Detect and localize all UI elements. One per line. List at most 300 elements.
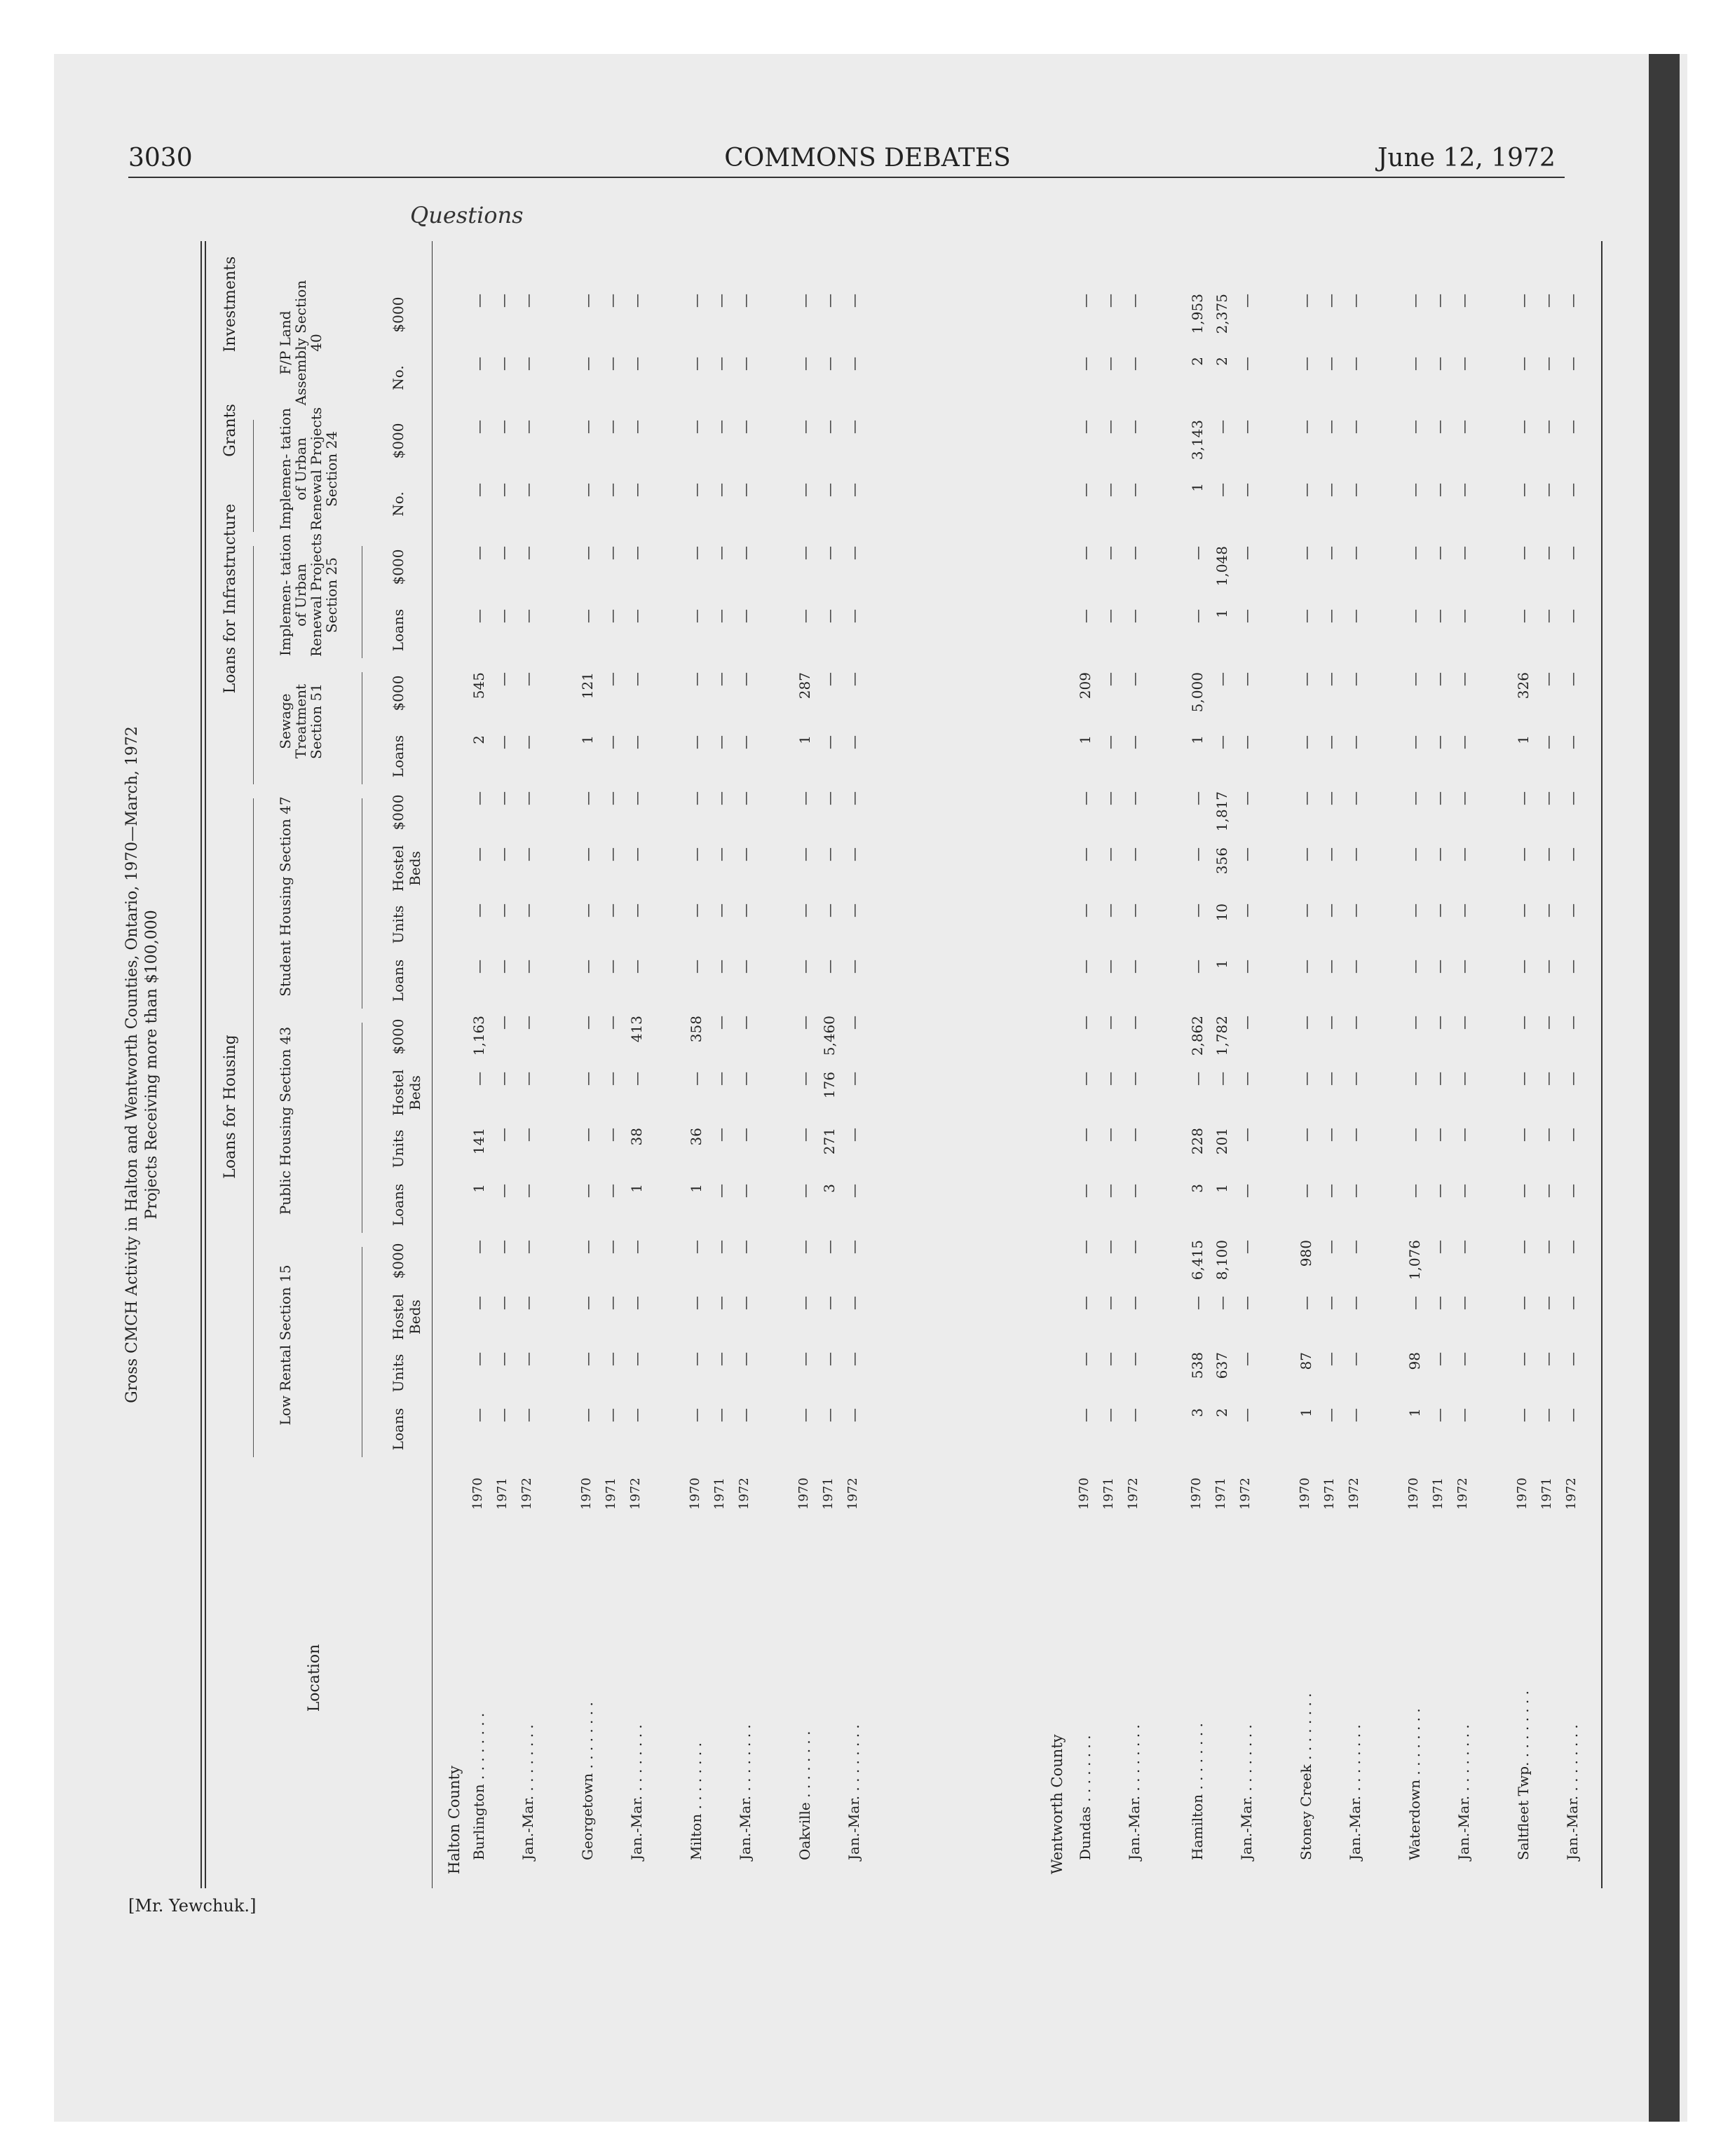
table-cell: — — [579, 1184, 596, 1198]
table-cell: — — [470, 609, 487, 623]
table-cell: — — [1298, 1128, 1314, 1142]
table-cell: — — [712, 1240, 729, 1254]
group-rule — [253, 420, 254, 532]
table-cell: — — [688, 791, 705, 805]
row-year: 1971 — [495, 1478, 510, 1510]
table-cell: — — [1406, 903, 1423, 917]
table-cell: 209 — [1077, 672, 1094, 700]
table-cell: — — [712, 1128, 729, 1142]
table-cell: — — [495, 672, 512, 686]
table-cell: 38 — [628, 1128, 645, 1146]
table-cell: 2 — [1189, 357, 1206, 366]
table-cell: — — [1077, 609, 1094, 623]
table-cell: — — [1126, 735, 1143, 749]
table-cell: — — [604, 960, 620, 974]
table-cell: 2 — [1213, 1408, 1230, 1417]
table-cell: — — [1406, 1184, 1423, 1198]
table-cell: 141 — [470, 1128, 487, 1155]
table-cell: 1 — [628, 1184, 645, 1193]
table-cell: — — [1431, 903, 1448, 917]
table-cell: — — [821, 903, 838, 917]
table-cell: — — [845, 1016, 862, 1030]
row-location: Saltfleet Twp. . . . . . . . . — [1515, 1690, 1532, 1860]
table-cell: — — [688, 960, 705, 974]
table-cell: — — [1322, 483, 1339, 497]
table-cell: — — [1406, 791, 1423, 805]
table-cell: 1,048 — [1213, 546, 1230, 587]
table-cell: — — [845, 483, 862, 497]
column-label: $000 — [390, 423, 407, 459]
table-cell: — — [1101, 1016, 1118, 1030]
table-cell: — — [1126, 1352, 1143, 1366]
table-cell: — — [1539, 1184, 1556, 1198]
table-cell: — — [1539, 546, 1556, 560]
table-cell: 3 — [1189, 1184, 1206, 1193]
table-cell: — — [688, 546, 705, 560]
table-cell: — — [712, 357, 729, 371]
table-cell: — — [1101, 1184, 1118, 1198]
table-cell: — — [579, 960, 596, 974]
table-cell: — — [1539, 735, 1556, 749]
table-cell: — — [1347, 546, 1363, 560]
row-year: 1972 — [628, 1478, 643, 1510]
table-cell: — — [688, 609, 705, 623]
table-cell: — — [1298, 420, 1314, 434]
table-cell: — — [1515, 847, 1532, 861]
table-cell: — — [712, 903, 729, 917]
table-cell: — — [1101, 420, 1118, 434]
table-cell: 3,143 — [1189, 420, 1206, 460]
table-top-rule-2 — [205, 241, 206, 1888]
table-cell: — — [1347, 1016, 1363, 1030]
table-cell: — — [1213, 735, 1230, 749]
table-cell: — — [1455, 960, 1472, 974]
table-cell: — — [1101, 483, 1118, 497]
table-cell: — — [1406, 1296, 1423, 1310]
table-cell: — — [845, 1352, 862, 1366]
table-cell: — — [1455, 735, 1472, 749]
table-cell: — — [1431, 357, 1448, 371]
table-cell: — — [1515, 903, 1532, 917]
table-cell: — — [495, 609, 512, 623]
table-cell: — — [579, 420, 596, 434]
row-location: Jan.-Mar. . . . . . . . . — [1126, 1724, 1143, 1860]
table-cell: — — [845, 1072, 862, 1086]
table-cell: — — [1189, 960, 1206, 974]
table-cell: — — [845, 1128, 862, 1142]
table-cell: — — [495, 1408, 512, 1422]
row-location: Georgetown . . . . . . . . — [579, 1702, 596, 1860]
subheader-fp-land: F/P Land Assembly Section 40 — [277, 280, 325, 406]
county-heading: Halton County — [446, 1766, 463, 1874]
table-cell: — — [796, 791, 813, 805]
table-cell: — — [1539, 1240, 1556, 1254]
table-cell: — — [1564, 1072, 1581, 1086]
table-cell: — — [604, 294, 620, 308]
section-title: Questions — [410, 202, 524, 228]
table-cell: — — [1298, 903, 1314, 917]
table-cell: — — [1238, 609, 1255, 623]
table-cell: — — [495, 791, 512, 805]
table-cell: — — [604, 903, 620, 917]
table-cell: — — [1431, 546, 1448, 560]
table-cell: — — [821, 1352, 838, 1366]
table-cell: — — [1238, 1352, 1255, 1366]
table-cell: — — [1515, 357, 1532, 371]
table-cell: — — [579, 546, 596, 560]
page-number: 3030 — [128, 144, 193, 172]
county-heading: Wentworth County — [1049, 1734, 1066, 1874]
table-cell: — — [821, 672, 838, 686]
table-cell: — — [1455, 903, 1472, 917]
table-cell: — — [712, 546, 729, 560]
table-cell: — — [1564, 483, 1581, 497]
table-cell: — — [1406, 357, 1423, 371]
table-cell: — — [628, 546, 645, 560]
table-cell: — — [1298, 735, 1314, 749]
table-cell: — — [1431, 672, 1448, 686]
table-cell: — — [1455, 1296, 1472, 1310]
table-bottom-rule — [1601, 241, 1603, 1888]
table-cell: — — [604, 1016, 620, 1030]
table-cell: — — [470, 847, 487, 861]
table-cell: — — [1347, 960, 1363, 974]
table-cell: — — [1347, 1128, 1363, 1142]
table-cell: — — [1238, 735, 1255, 749]
table-cell: — — [470, 546, 487, 560]
table-cell: — — [1564, 1016, 1581, 1030]
table-cell: — — [821, 609, 838, 623]
subheader-sewage: Sewage Treatment Section 51 — [277, 683, 325, 759]
table-cell: — — [1298, 546, 1314, 560]
table-cell: — — [796, 960, 813, 974]
table-cell: — — [1406, 1016, 1423, 1030]
table-cell: — — [1564, 357, 1581, 371]
table-cell: 1 — [1077, 735, 1094, 744]
column-label: No. — [390, 491, 407, 517]
subheader-public-housing: Public Housing Section 43 — [277, 1026, 294, 1215]
table-cell: — — [1322, 1072, 1339, 1086]
table-cell: — — [1077, 546, 1094, 560]
table-cell: — — [519, 1072, 536, 1086]
table-cell: — — [1322, 294, 1339, 308]
table-cell: — — [712, 1352, 729, 1366]
table-cell: — — [519, 672, 536, 686]
table-cell: 980 — [1298, 1240, 1314, 1267]
table-cell: — — [688, 672, 705, 686]
subheader-urban-renewal-25: Implemen- tation of Urban Renewal Projects Section 25 — [277, 533, 340, 657]
table-cell: — — [1298, 672, 1314, 686]
row-year: 1970 — [1077, 1478, 1091, 1510]
table-cell: — — [579, 1128, 596, 1142]
table-cell: — — [737, 546, 754, 560]
column-label: $000 — [390, 1243, 407, 1279]
table-cell: — — [1077, 1352, 1094, 1366]
page-title: COMMONS DEBATES — [724, 144, 1011, 172]
table-cell: — — [1455, 294, 1472, 308]
column-label: $000 — [390, 794, 407, 831]
table-cell: — — [1101, 1296, 1118, 1310]
row-location: Jan.-Mar. . . . . . . . . — [1455, 1724, 1472, 1860]
row-location: Jan.-Mar. . . . . . . . . — [628, 1724, 645, 1860]
table-cell: — — [1101, 791, 1118, 805]
table-cell: — — [495, 1352, 512, 1366]
table-cell: — — [796, 483, 813, 497]
table-cell: — — [1126, 960, 1143, 974]
table-cell: — — [1431, 1296, 1448, 1310]
table-cell: — — [1322, 357, 1339, 371]
row-location: Jan.-Mar. . . . . . . . . — [1347, 1724, 1363, 1860]
table-cell: — — [821, 847, 838, 861]
table-cell: — — [796, 1296, 813, 1310]
table-cell: — — [470, 357, 487, 371]
table-cell: 5,000 — [1189, 672, 1206, 713]
table-cell: — — [1101, 847, 1118, 861]
table-cell: — — [1431, 1128, 1448, 1142]
table-cell: 2 — [470, 735, 487, 744]
table-cell: 176 — [821, 1072, 838, 1099]
table-cell: — — [1126, 546, 1143, 560]
table-cell: — — [1539, 1072, 1556, 1086]
table-cell: — — [1564, 903, 1581, 917]
table-cell: — — [1431, 1240, 1448, 1254]
table-cell: 2 — [1213, 357, 1230, 366]
column-label: Units — [390, 1353, 407, 1393]
table-cell: — — [628, 1240, 645, 1254]
row-year: 1971 — [712, 1478, 727, 1510]
table-cell: — — [470, 294, 487, 308]
table-cell: — — [604, 735, 620, 749]
row-location: Waterdown . . . . . . . . — [1406, 1708, 1423, 1860]
table-cell: — — [1101, 1072, 1118, 1086]
row-year: 1971 — [1431, 1478, 1445, 1510]
table-cell: — — [1515, 1128, 1532, 1142]
table-cell: — — [519, 294, 536, 308]
table-cell: — — [628, 483, 645, 497]
column-label: $000 — [390, 549, 407, 585]
table-cell: — — [519, 1240, 536, 1254]
table-cell: — — [796, 294, 813, 308]
table-cell: — — [737, 1184, 754, 1198]
row-location: Milton . . . . . . . . — [688, 1742, 705, 1860]
table-cell: — — [1189, 1072, 1206, 1086]
column-label: Units — [390, 1129, 407, 1168]
subheader-urban-renewal-24: Implemen- tation of Urban Renewal Projects Section 24 — [277, 407, 340, 531]
table-cell: — — [579, 1352, 596, 1366]
table-cell: — — [519, 1408, 536, 1422]
table-cell: — — [1347, 420, 1363, 434]
table-cell: 1 — [1189, 483, 1206, 492]
table-cell: — — [712, 847, 729, 861]
table-cell: — — [1347, 483, 1363, 497]
table-cell: — — [1322, 1128, 1339, 1142]
table-cell: — — [1126, 357, 1143, 371]
table-cell: — — [1539, 357, 1556, 371]
table-cell: — — [1431, 1352, 1448, 1366]
table-cell: — — [845, 960, 862, 974]
table-cell: — — [519, 735, 536, 749]
table-cell: — — [1077, 1128, 1094, 1142]
table-cell: — — [1077, 483, 1094, 497]
table-cell: — — [845, 847, 862, 861]
table-cell: — — [1238, 1128, 1255, 1142]
row-year: 1972 — [519, 1478, 534, 1510]
table-cell: — — [688, 903, 705, 917]
table-cell: — — [712, 960, 729, 974]
table-cell: — — [821, 420, 838, 434]
table-cell: — — [1298, 960, 1314, 974]
table-cell: — — [1077, 294, 1094, 308]
table-cell: — — [1101, 903, 1118, 917]
row-location: Jan.-Mar. . . . . . . . . — [1238, 1724, 1255, 1860]
table-cell: — — [1238, 1240, 1255, 1254]
row-year: 1972 — [1126, 1478, 1141, 1510]
table-cell: — — [604, 483, 620, 497]
table-cell: — — [1539, 1296, 1556, 1310]
table-cell: — — [796, 1408, 813, 1422]
table-cell: — — [796, 1072, 813, 1086]
table-cell: — — [1322, 420, 1339, 434]
table-cell: — — [1455, 1240, 1472, 1254]
table-cell: — — [1322, 791, 1339, 805]
table-cell: — — [712, 1016, 729, 1030]
row-year: 1972 — [1564, 1478, 1579, 1510]
table-cell: — — [796, 546, 813, 560]
table-cell: 326 — [1515, 672, 1532, 700]
group-header-infrastructure: Loans for Infrastructure — [222, 503, 239, 694]
table-cell: — — [737, 791, 754, 805]
table-cell: — — [1431, 791, 1448, 805]
table-cell: — — [519, 420, 536, 434]
table-cell: — — [1298, 1072, 1314, 1086]
table-cell: 98 — [1406, 1352, 1423, 1370]
table-cell: — — [796, 1240, 813, 1254]
table-cell: — — [1322, 960, 1339, 974]
table-cell: — — [604, 609, 620, 623]
table-cell: — — [579, 1296, 596, 1310]
table-cell: — — [737, 847, 754, 861]
table-cell: — — [579, 357, 596, 371]
table-cell: — — [1564, 960, 1581, 974]
table-cell: — — [519, 357, 536, 371]
table-cell: — — [1238, 1072, 1255, 1086]
table-cell: — — [1322, 1296, 1339, 1310]
table-cell: — — [495, 1128, 512, 1142]
table-cell: — — [495, 1016, 512, 1030]
column-label: Hostel Beds — [390, 1070, 423, 1117]
table-cell: — — [1431, 1072, 1448, 1086]
table-cell: — — [796, 357, 813, 371]
table-cell: — — [737, 1352, 754, 1366]
table-cell: — — [1347, 735, 1363, 749]
table-cell: — — [1539, 420, 1556, 434]
table-cell: — — [1455, 1072, 1472, 1086]
table-cell: — — [796, 420, 813, 434]
table-cell: — — [1406, 483, 1423, 497]
table-cell: — — [495, 483, 512, 497]
table-cell: — — [1347, 1352, 1363, 1366]
group-rule — [253, 546, 254, 784]
table-cell: — — [821, 960, 838, 974]
table-cell: — — [845, 1296, 862, 1310]
table-cell: — — [1077, 357, 1094, 371]
table-cell: — — [845, 903, 862, 917]
table-cell: — — [519, 1016, 536, 1030]
table-cell: — — [1406, 960, 1423, 974]
table-cell: — — [737, 609, 754, 623]
table-cell: — — [1455, 1128, 1472, 1142]
table-cell: — — [845, 609, 862, 623]
table-cell: — — [737, 1240, 754, 1254]
table-cell: — — [737, 960, 754, 974]
table-cell: — — [796, 1016, 813, 1030]
table-cell: — — [1322, 1408, 1339, 1422]
table-cell: — — [1189, 546, 1206, 560]
table-cell: — — [821, 357, 838, 371]
subheader-low-rental: Low Rental Section 15 — [277, 1264, 294, 1426]
table-cell: — — [1515, 1296, 1532, 1310]
table-cell: 3 — [821, 1184, 838, 1193]
table-cell: — — [1431, 420, 1448, 434]
table-cell: — — [1101, 1352, 1118, 1366]
table-cell: — — [1431, 847, 1448, 861]
table-cell: — — [796, 1184, 813, 1198]
scan-edge-bar — [1649, 54, 1680, 2122]
table-cell: — — [495, 735, 512, 749]
table-cell: — — [1539, 609, 1556, 623]
table-cell: — — [1564, 546, 1581, 560]
table-cell: — — [519, 791, 536, 805]
table-cell: — — [495, 294, 512, 308]
table-cell: — — [1238, 903, 1255, 917]
table-cell: — — [495, 1296, 512, 1310]
table-cell: — — [1126, 1016, 1143, 1030]
table-cell: — — [579, 609, 596, 623]
table-cell: — — [1101, 609, 1118, 623]
table-cell: 2,375 — [1213, 294, 1230, 334]
table-cell: — — [712, 735, 729, 749]
table-cell: — — [1347, 609, 1363, 623]
table-cell: — — [796, 609, 813, 623]
table-cell: — — [1238, 960, 1255, 974]
table-cell: — — [845, 1408, 862, 1422]
table-cell: — — [712, 1184, 729, 1198]
table-cell: — — [1322, 1240, 1339, 1254]
row-year: 1971 — [604, 1478, 618, 1510]
table-cell: — — [688, 735, 705, 749]
table-cell: 1 — [1213, 1184, 1230, 1193]
table-cell: — — [1126, 294, 1143, 308]
table-cell: — — [1431, 1016, 1448, 1030]
table-cell: — — [604, 1184, 620, 1198]
table-cell: 121 — [579, 672, 596, 700]
table-cell: — — [1238, 420, 1255, 434]
table-cell: 3 — [1189, 1408, 1206, 1417]
table-cell: — — [1347, 1072, 1363, 1086]
table-cell: 5,460 — [821, 1016, 838, 1056]
table-cell: — — [470, 420, 487, 434]
table-cell: — — [1539, 1352, 1556, 1366]
table-cell: — — [1539, 903, 1556, 917]
table-cell: — — [628, 735, 645, 749]
row-year: 1970 — [579, 1478, 594, 1510]
table-cell: — — [1189, 847, 1206, 861]
table-cell: — — [495, 903, 512, 917]
table-cell: — — [1322, 546, 1339, 560]
table-cell: — — [1126, 847, 1143, 861]
table-cell: — — [1431, 960, 1448, 974]
table-cell: — — [1515, 1352, 1532, 1366]
